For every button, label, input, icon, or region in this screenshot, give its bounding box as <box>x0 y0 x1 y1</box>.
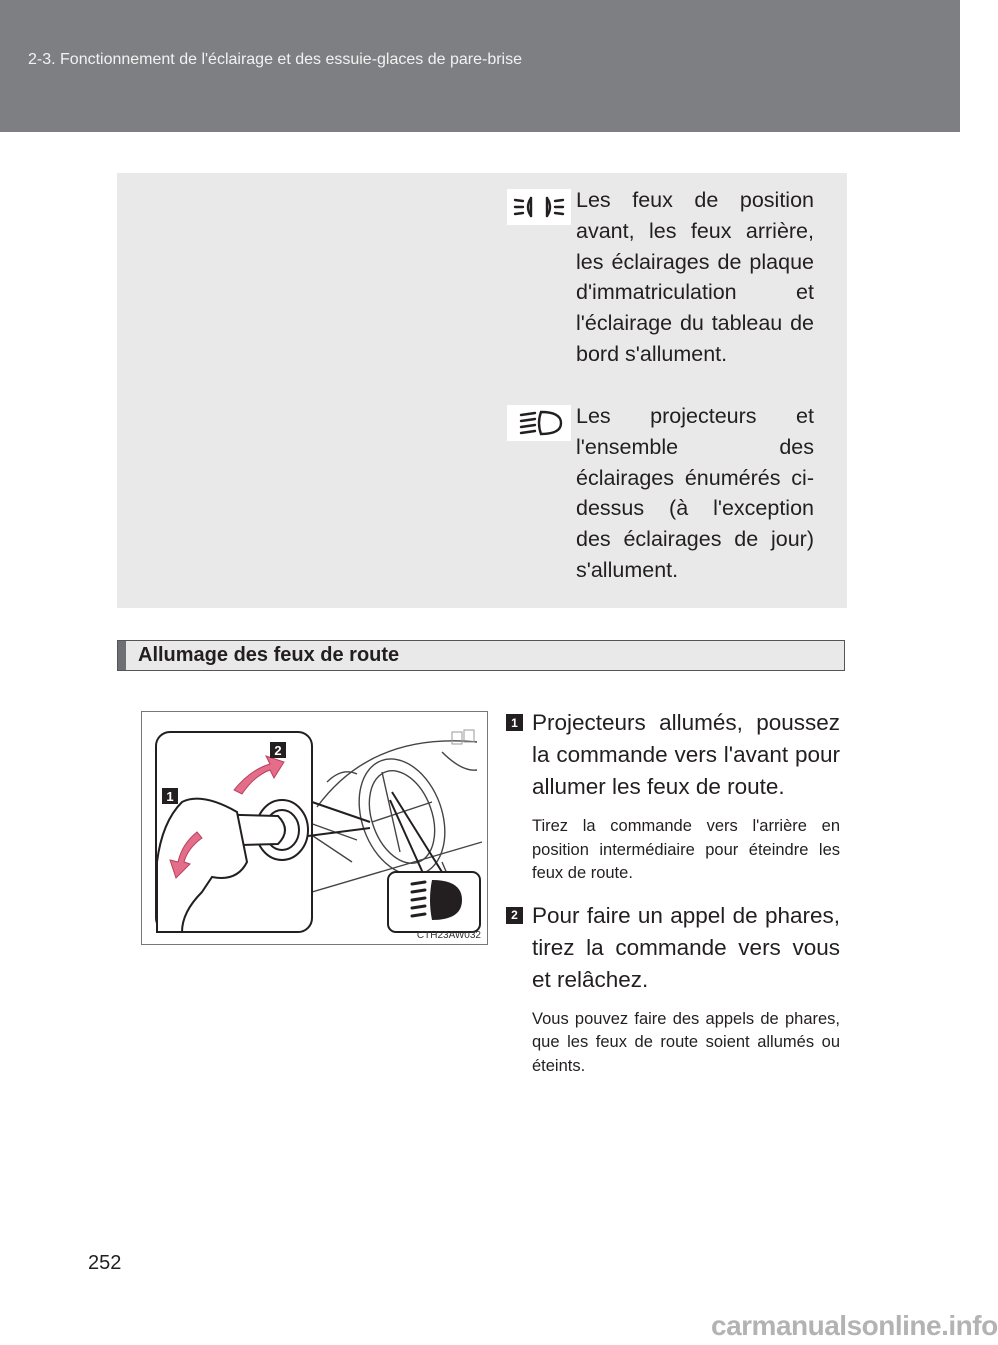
step-2 <box>506 900 840 1079</box>
section-heading-bar <box>118 641 126 670</box>
parking-lights-icon <box>507 189 571 225</box>
symbol-row-parking <box>507 185 814 370</box>
headlights-description: Les projecteurs et l'ensemble des éclairages énumérés ci-dessus (à l'exception des éclairages de jour) s'allument. <box>576 404 814 582</box>
figure-callout-1: 1 <box>166 789 174 804</box>
step-instruction: Pour faire un appel de phares, tirez la commande vers vous et relâchez. <box>532 902 840 992</box>
page-header <box>0 0 960 132</box>
step-instruction: Projecteurs allumés, poussez la commande vers l'avant pour allumer les feux de route. <box>532 710 840 799</box>
page-number: 252 <box>88 1252 122 1274</box>
figure-callout-2: 2 <box>274 743 282 758</box>
section-title: Allumage des feux de route <box>138 644 400 666</box>
step-number-badge: 1 <box>506 714 523 731</box>
symbol-row-headlights <box>507 401 814 586</box>
light-symbols-box <box>117 173 847 608</box>
parking-lights-description: Les feux de position avant, les feux arrière, les éclairages de plaque d'immatriculation et l'éclairage du tableau de bord s'allument. <box>576 188 814 366</box>
step-note: Vous pouvez faire des appels de phares, que les feux de route soient allumés ou éteints. <box>532 1009 840 1075</box>
figure-code: CTH23AW032 <box>416 930 481 941</box>
step-number-badge: 2 <box>506 907 523 924</box>
chapter-title: 2-3. Fonctionnement de l'éclairage et des essuie-glaces de pare-brise <box>28 51 522 68</box>
headlights-icon <box>507 405 571 441</box>
lever-illustration <box>141 711 488 945</box>
footer-watermark: carmanualsonline.info <box>711 1310 998 1341</box>
section-heading <box>117 640 845 671</box>
step-note: Tirez la commande vers l'arrière en position intermédiaire pour éteindre les feux de route. <box>532 817 840 882</box>
steps-list <box>506 707 840 1078</box>
step-1 <box>506 707 840 886</box>
